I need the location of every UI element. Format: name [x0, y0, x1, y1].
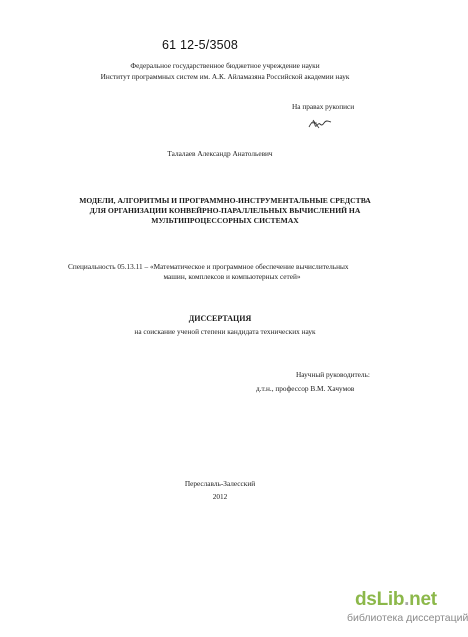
logo-dot: . [404, 589, 410, 610]
specialty-block [68, 262, 378, 282]
degree-line: на соискание ученой степени кандидата технических наук [134, 327, 316, 336]
rights-note: На правах рукописи [292, 102, 355, 111]
organization-line-2: Институт программных систем им. А.К. Айламазяна Российской академии наук [100, 72, 350, 81]
title-line: ДЛЯ ОРГАНИЗАЦИИ КОНВЕЙРНО-ПАРАЛЛЕЛЬНЫХ ВЫЧИСЛЕНИЙ НА [89, 206, 361, 215]
organization-line-1: Федеральное государственное бюджетное учреждение науки [130, 61, 320, 70]
supervisor-name: д.т.н., профессор В.М. Хачумов [256, 384, 355, 393]
handwritten-signature [308, 117, 332, 131]
specialty-line-1: Специальность 05.13.11 – «Математическое и программное обеспечение вычислительных [68, 262, 349, 271]
logo-main: dsLib [355, 589, 405, 610]
author-name: Талалаев Александр Анатольевич [167, 149, 273, 158]
dslib-subtitle: библиотека диссертаций [347, 612, 468, 624]
title-line: МОДЕЛИ, АЛГОРИТМЫ И ПРОГРАММНО-ИНСТРУМЕНТАЛЬНЫЕ СРЕДСТВА [79, 196, 371, 205]
dissertation-title [56, 196, 394, 226]
year: 2012 [212, 492, 228, 501]
document-type: ДИССЕРТАЦИЯ [188, 314, 252, 323]
title-line: МУЛЬТИПРОЦЕССОРНЫХ СИСТЕМАХ [151, 216, 299, 225]
archive-stamp-number: 61 12-5/3508 [162, 38, 239, 52]
city: Переславль-Залесский [184, 479, 256, 488]
specialty-line-2: машин, комплексов и компьютерных сетей» [163, 272, 301, 281]
dslib-logo[interactable] [355, 589, 437, 611]
supervisor-label: Научный руководитель: [296, 370, 370, 379]
logo-tld: net [409, 589, 437, 610]
